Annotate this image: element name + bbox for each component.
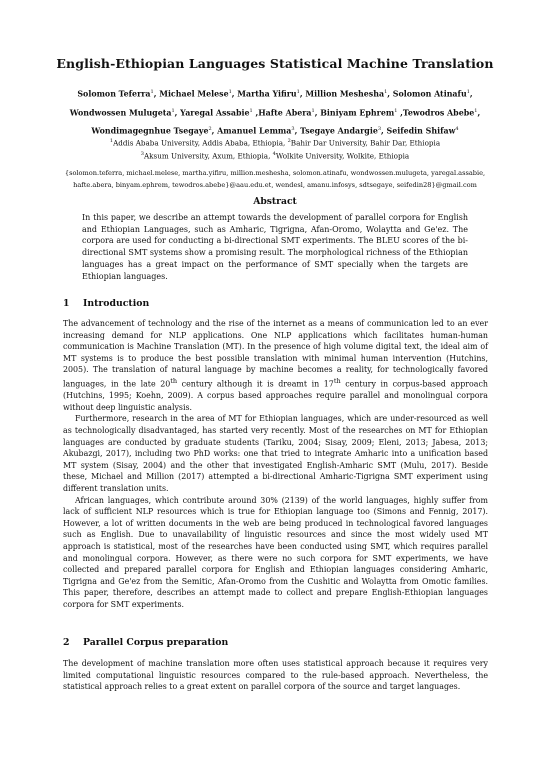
author-name: Michael Melese [159, 89, 229, 99]
affiliation-text: Addis Ababa University, Addis Ababa, Ethiopia, [113, 138, 288, 148]
affiliation-text: Wolkite University, Wolkite, Ethiopia [275, 151, 410, 161]
section-title: Parallel Corpus preparation [83, 637, 229, 648]
author-line-2 [40, 103, 510, 122]
author-separator: , [387, 89, 393, 99]
author-line-1 [40, 84, 510, 103]
affiliation-line-1 [40, 138, 510, 147]
author-separator: , [231, 89, 238, 99]
affiliation-marker: 1 [466, 89, 470, 95]
affiliation-marker: 1 [384, 89, 388, 95]
author-name: Yaregal Assabie [180, 108, 250, 118]
email-line-2: hafte.abera, binyam.ephrem, tewodros.abebe}@aau.edu.et, wendesl, amanu.infosys, sdtsegaye, seifedin28}@gmail.com [73, 180, 477, 189]
affiliation-marker: 3 [140, 151, 144, 157]
section-title: Introduction [83, 298, 150, 309]
affiliation-text: Aksum University, Axum, Ethiopia, [143, 151, 273, 161]
paragraph [63, 318, 488, 413]
paragraph-text: century although it is dreamt in 17 [177, 379, 334, 389]
author-name: Million Meshesha [305, 89, 385, 99]
author-name: Wondimagegnhue Tsegaye [91, 126, 209, 136]
paragraph: African languages, which contribute around 30% (2139) of the world languages, highly suffer from lack of sufficient NLP resources which is true for Ethiopian language too (Simons and Fennig, 2017). However, a lot of written documents in the web are being produced in technological favored languages such as English. Due to unavailability of linguistic resources and since the most widely used MT approach is statistical, most of the researches have been conducted using SMT, which requires parallel and monolingual corpora. However, as there were no such corpora for SMT experiments, we have collected and prepared parallel corpora for English and Ethiopian languages considering Amharic, Tigrigna and Ge'ez from the Semitic, Afan-Oromo from the Cushitic and Wolaytta from Omotic families. This paper, therefore, describes an attempt made to collect and prepare English-Ethiopian languages corpora for SMT experiments. [63, 495, 488, 609]
introduction-body [63, 318, 488, 610]
author-name: Solomon Teferra [77, 89, 151, 99]
section-number: 2 [63, 637, 70, 648]
paragraph-text: century in corpus-based approach (Hutchins, 1995; Koehn, 2009). A corpus based approaches require parallel and monolingual corpora without deep linguistic analysis. [63, 379, 488, 412]
author-name: Seifedin Shifaw [386, 126, 456, 136]
ordinal-suffix: th [170, 376, 178, 385]
affiliation-marker: 1 [150, 89, 154, 95]
abstract-heading: Abstract [253, 196, 297, 207]
author-separator: , [174, 108, 181, 118]
affiliation-marker: 4 [455, 126, 459, 133]
affiliation-marker: 2 [208, 126, 212, 133]
affiliation-marker: 1 [171, 107, 175, 114]
affiliation-text: Bahir Dar University, Bahir Dar, Ethiopia [290, 138, 441, 148]
author-name: Tewodros Abebe [402, 108, 475, 118]
email-line-1: {solomon.teferra, michael.melese, martha.yifiru, million.meshesha, solomon.atinafu, wondwossen.mulugeta, yaregal.assabie, [64, 169, 486, 177]
author-name: Biniyam Ephrem [320, 108, 395, 118]
author-separator: , [211, 126, 218, 136]
section-heading-introduction [63, 298, 149, 309]
author-separator: , [397, 108, 403, 118]
section-number: 1 [63, 298, 70, 309]
author-separator: , [477, 108, 481, 118]
affiliation-marker: 3 [377, 126, 382, 133]
parallel-corpus-body [63, 658, 488, 693]
author-name: Wondwossen Mulugeta [69, 108, 172, 118]
affiliation-marker: 1 [109, 138, 114, 144]
affiliation-marker: 1 [311, 107, 315, 114]
section-heading-parallel-corpus [63, 637, 228, 648]
affiliation-line-2 [40, 151, 510, 160]
author-separator: , [381, 126, 387, 136]
paper-title: English-Ethiopian Languages Statistical Machine Translation [56, 56, 494, 71]
author-list [40, 84, 510, 140]
author-name: Hafte Abera [258, 108, 312, 118]
author-separator: , [314, 108, 321, 118]
author-name: Tsegaye Andargie [300, 126, 378, 136]
affiliation-marker: 1 [228, 89, 232, 95]
paragraph-text: The advancement of technology and the rise of the internet as a means of communication led to an ever increasing demand for NLP applications. One NLP applications which facilitates human-human communication is Machine Translation (MT). In the presence of high volume digital text, the ideal aim of MT systems is to produce the best possible translation with minimal human intervention (Hutchins, 2005). The translation of natural language by machine becomes a reality, for technologically favored languages, in the late 20 [63, 319, 488, 389]
ordinal-suffix: th [333, 376, 341, 385]
abstract-body: In this paper, we describe an attempt towards the development of parallel corpora for English and Ethiopian Languages, such as Amharic, Tigrigna, Afan-Oromo, Wolaytta and Ge'ez. The corpora are used for conducting a bi-directional SMT experiments. The BLEU scores of the bi-directional SMT systems show a promising result. The morphological richness of the Ethiopian languages has a great impact on the performance of SMT specially when the targets are Ethiopian languages. [82, 213, 468, 281]
affiliation-marker: 1 [474, 107, 478, 114]
author-separator: , [294, 126, 301, 136]
affiliation-marker: 1 [296, 89, 300, 95]
affiliation-marker: 4 [272, 151, 276, 157]
author-separator: , [153, 89, 160, 99]
affiliation-marker: 2 [287, 138, 291, 144]
author-name: Solomon Atinafu [392, 89, 467, 99]
author-separator: , [469, 89, 473, 99]
affiliation-marker: 3 [291, 126, 295, 133]
author-separator: , [252, 108, 259, 118]
affiliation-marker: 1 [249, 107, 253, 114]
author-emails [30, 168, 520, 191]
author-name: Amanuel Lemma [217, 126, 292, 136]
author-separator: , [299, 89, 306, 99]
paragraph: Furthermore, research in the area of MT for Ethiopian languages, which are under-resourced as well as technologically disadvantaged, has started very recently. Most of the researches on MT for Ethiopian languages are conducted by graduate students (Tariku, 2004; Sisay, 2009; Eleni, 2013; Jabesa, 2013; Akubazgi, 2017), including two PhD works: one that tried to integrate Amharic into a unification based MT system (Sisay, 2004) and the other that investigated English-Amharic SMT (Mulu, 2017). Beside these, Michael and Million (2017) attempted a bi-directional Amharic-Tigrigna SMT experiment using different translation units. [63, 414, 488, 493]
paragraph: The development of machine translation more often uses statistical approach because it requires very limited computational linguistic resources compared to the rule-based approach. Nevertheless, the statistical approach relies to a great extent on parallel corpora of the source and target languages. [63, 659, 488, 692]
affiliation-marker: 1 [394, 107, 398, 114]
author-name: Martha Yifiru [237, 89, 297, 99]
